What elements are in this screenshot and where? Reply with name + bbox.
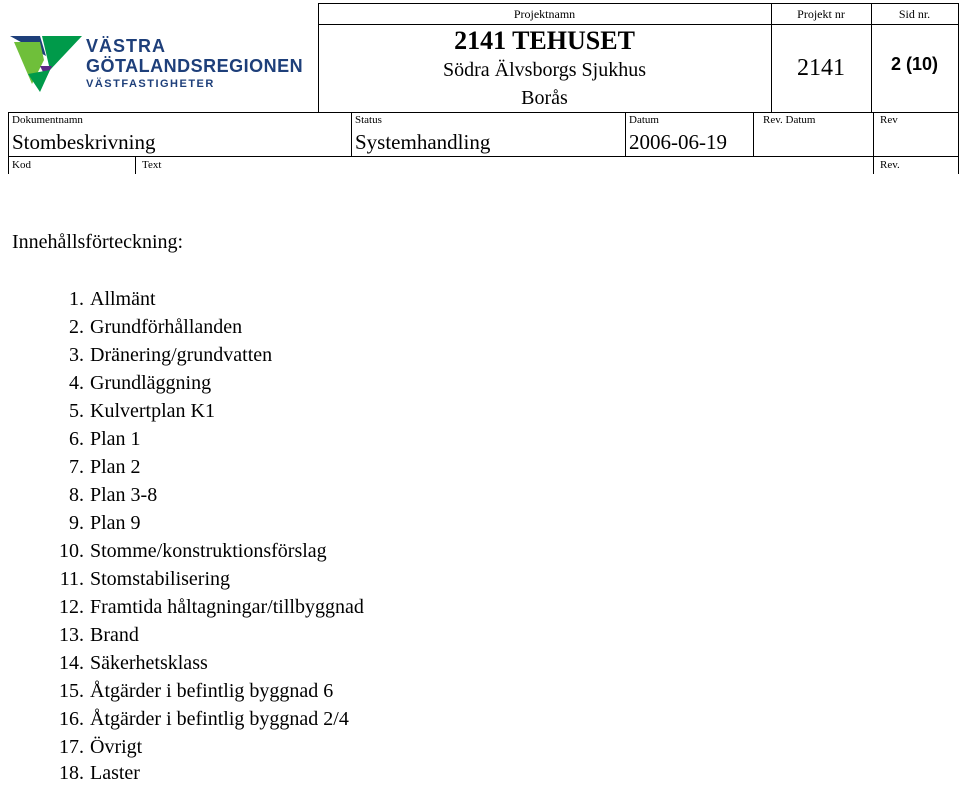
toc-item-number: 12. [59,596,84,618]
toc-item-text: Plan 1 [90,428,141,450]
logo-line-2: GÖTALANDSREGIONEN [86,56,304,76]
toc-item-text: Allmänt [90,288,156,310]
toc-item-number: 14. [59,652,84,674]
toc-item [50,371,211,395]
toc-item-number: 9. [69,512,84,534]
doc-row-right-border [958,112,959,174]
toc-item-text: Stomstabilisering [90,568,230,590]
toc-item-number: 3. [69,344,84,366]
project-title: 2141 TEHUSET [454,26,635,55]
project-number: 2141 [797,55,845,81]
toc-item [50,343,272,367]
toc-item-number: 13. [59,624,84,646]
document-date: 2006-06-19 [629,130,727,154]
doc-row-left-border [8,112,9,174]
toc-item [50,567,230,591]
header-right-border [958,3,959,113]
toc-item-text: Kulvertplan K1 [90,400,215,422]
toc-item [50,315,242,339]
label-projektnamn: Projektnamn [513,7,576,21]
toc-item-text: Laster [90,762,140,784]
toc-item-text: Grundförhållanden [90,316,243,338]
kod-divider [135,156,136,174]
label-text: Text [142,159,162,171]
toc-item [50,483,157,507]
doc-divider-status [351,112,352,156]
project-subtitle: Södra Älvsborgs Sjukhus [443,59,646,81]
toc-item-text: Plan 3-8 [90,484,158,506]
toc-item-number: 16. [59,708,84,730]
toc-item-text: Övrigt [90,736,143,758]
project-city: Borås [521,87,568,109]
header-doc-value-border [8,156,959,157]
doc-divider-datum [625,112,626,156]
label-rev-datum: Rev. Datum [763,114,816,126]
page-number: 2 (10) [890,54,939,74]
document-status: Systemhandling [355,130,491,154]
toc-item-number: 18. [59,762,84,784]
label-sid-nr: Sid nr. [898,7,931,21]
toc-item-number: 2. [69,316,84,338]
toc-item-number: 15. [59,680,84,702]
doc-divider-revdatum [753,112,754,156]
toc-item-text: Plan 2 [90,456,141,478]
toc-item [50,427,141,451]
toc-item [50,623,139,647]
toc-item-number: 6. [69,428,84,450]
vgr-logo-icon [10,30,82,94]
label-rev: Rev [880,114,898,126]
header-doc-row-border [8,112,959,113]
toc-item-text: Åtgärder i befintlig byggnad 2/4 [90,708,349,730]
toc-item-number: 8. [69,484,84,506]
logo-line-1: VÄSTRA [86,36,167,56]
toc-item-number: 5. [69,400,84,422]
toc-item-number: 7. [69,456,84,478]
label-datum: Datum [629,114,659,126]
toc-item-text: Plan 9 [90,512,141,534]
organization-logo [10,28,310,98]
logo-line-3: VÄSTFASTIGHETER [86,78,215,90]
toc-item-number: 10. [59,540,84,562]
toc-item-text: Säkerhetsklass [90,652,208,674]
toc-item-number: 1. [69,288,84,310]
document-name: Stombeskrivning [12,130,156,154]
toc-heading: Innehållsförteckning: [12,231,184,253]
toc-item-text: Brand [90,624,139,646]
toc-item-number: 17. [59,736,84,758]
header-top-border [318,3,959,4]
toc-item-text: Åtgärder i befintlig byggnad 6 [90,680,334,702]
toc-item-text: Dränering/grundvatten [90,344,273,366]
toc-item [50,539,327,563]
toc-item [50,399,215,423]
toc-item-text: Grundläggning [90,372,212,394]
toc-item-text: Framtida håltagningar/tillbyggnad [90,596,364,618]
toc-item [50,679,333,703]
toc-item [50,761,140,785]
label-status: Status [355,114,382,126]
label-kod: Kod [12,159,31,171]
header-label-row-border [318,24,959,25]
toc-item [50,455,141,479]
toc-item [50,595,364,619]
label-rev-col: Rev. [880,159,900,171]
text-rev-divider [873,156,874,174]
toc-item-text: Stomme/konstruktionsförslag [90,540,327,562]
label-projekt-nr: Projekt nr [797,7,845,21]
toc-item [50,735,142,759]
toc-item [50,511,141,535]
doc-divider-rev [873,112,874,156]
toc-item [50,651,208,675]
toc-item [50,707,349,731]
toc-item-number: 11. [59,568,84,590]
toc-item-number: 4. [69,372,84,394]
toc-item [50,287,156,311]
label-dokumentnamn: Dokumentnamn [12,114,83,126]
